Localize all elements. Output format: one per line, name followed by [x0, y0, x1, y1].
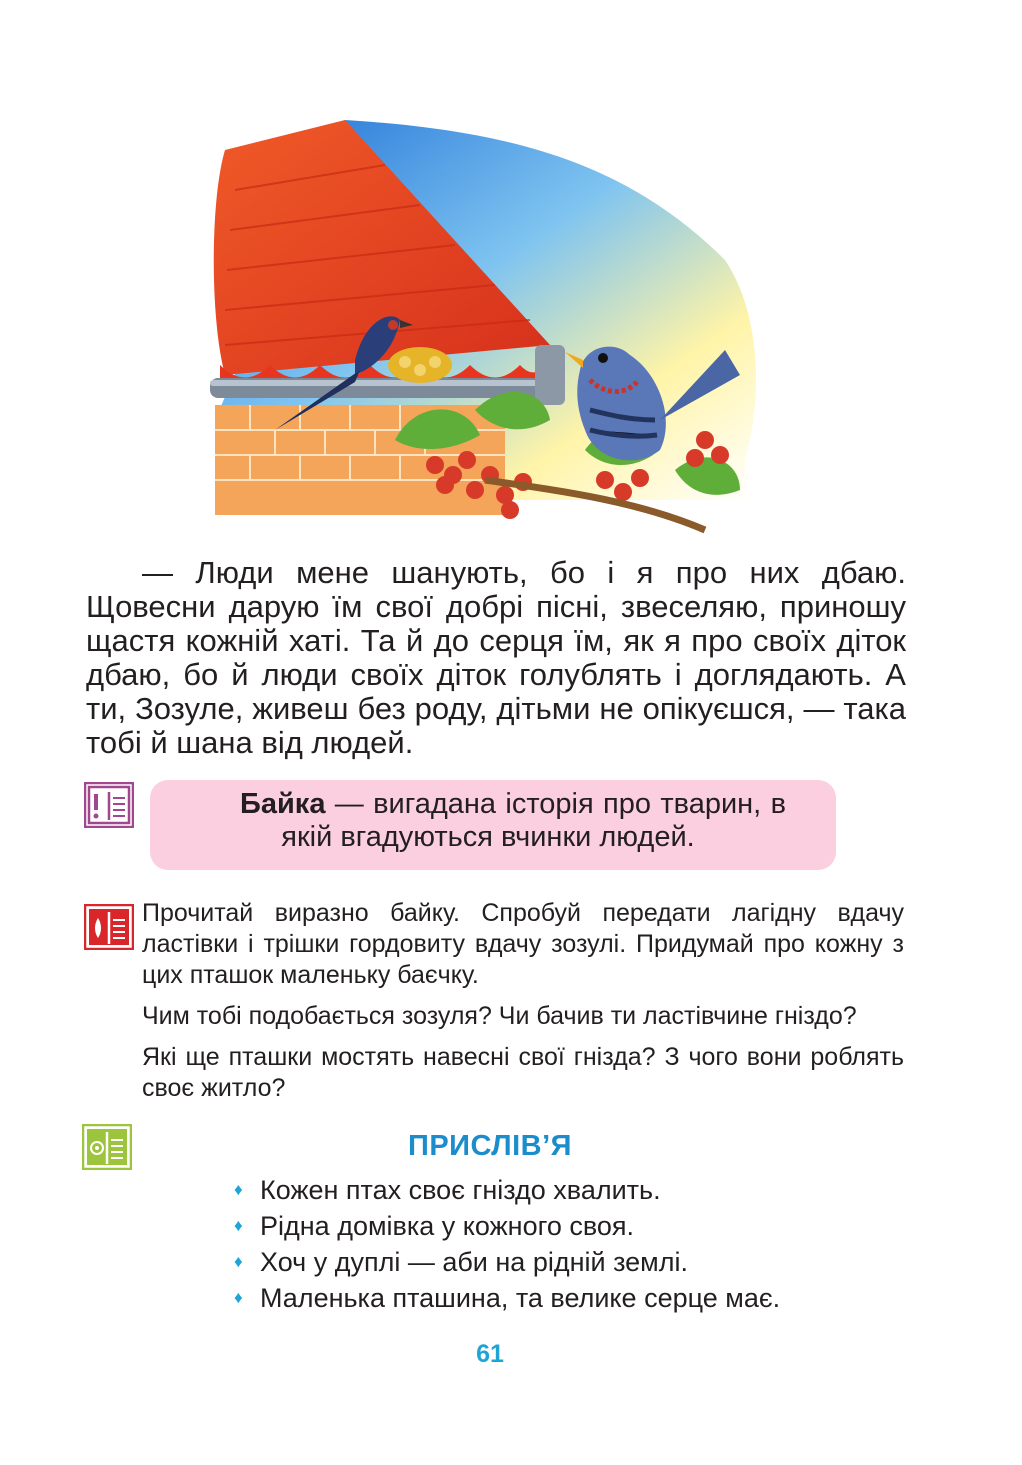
page-number: 61: [476, 1340, 504, 1368]
tasks-section: [142, 898, 904, 1114]
proverb-text: Хоч у дуплі — аби на рідній землі.: [260, 1247, 688, 1277]
task-1: Прочитай виразно байку. Спробуй передати лагідну вдачу ластівки і трішки гордовиту вдачу зозулі. Придумай про кожну з цих пташок маленьку баєчку.: [142, 899, 904, 989]
proverbs-title: ПРИСЛІВ’Я: [408, 1130, 572, 1162]
definition-text: [190, 788, 786, 854]
list-item: [234, 1208, 780, 1244]
story-paragraph: — Люди мене шанують, бо і я про них дбаю. Щовесни дарую їм свої добрі пісні, звеселяю, приношу щастя кожній хаті. Та й до серця їм, як я про своїх діток дбаю, бо й люди своїх діток голублять і доглядають. А ти, Зозуле, живеш без роду, дітьми не опікуєшся, — така тобі й шана від людей.: [86, 555, 906, 760]
definition-box: [150, 780, 836, 870]
diamond-bullet-icon: ♦: [234, 1216, 243, 1235]
swallow-cuckoo-illustration: [205, 120, 765, 540]
proverb-text: Рідна домівка у кожного своя.: [260, 1211, 635, 1241]
proverb-book-icon: [82, 1124, 132, 1170]
definition-term: Байка: [240, 788, 326, 820]
definition-description: — вигадана історія про тварин, в якій вгадуються вчинки людей.: [281, 788, 786, 853]
proverbs-list: [234, 1172, 780, 1316]
task-3: Які ще пташки мостять навесні свої гнізда? З чого вони роблять своє житло?: [142, 1043, 904, 1102]
proverb-text: Маленька пташина, та велике серце має.: [260, 1283, 781, 1313]
proverb-text: Кожен птах своє гніздо хвалить.: [260, 1175, 661, 1205]
list-item: [234, 1280, 780, 1316]
info-book-icon: [84, 782, 134, 828]
list-item: [234, 1172, 780, 1208]
story-text: [86, 556, 906, 760]
diamond-bullet-icon: ♦: [234, 1180, 243, 1199]
task-2: Чим тобі подобається зозуля? Чи бачив ти ластівчине гніздо?: [142, 1002, 857, 1030]
reading-book-icon: [84, 904, 134, 950]
diamond-bullet-icon: ♦: [234, 1252, 243, 1271]
diamond-bullet-icon: ♦: [234, 1288, 243, 1307]
list-item: [234, 1244, 780, 1280]
